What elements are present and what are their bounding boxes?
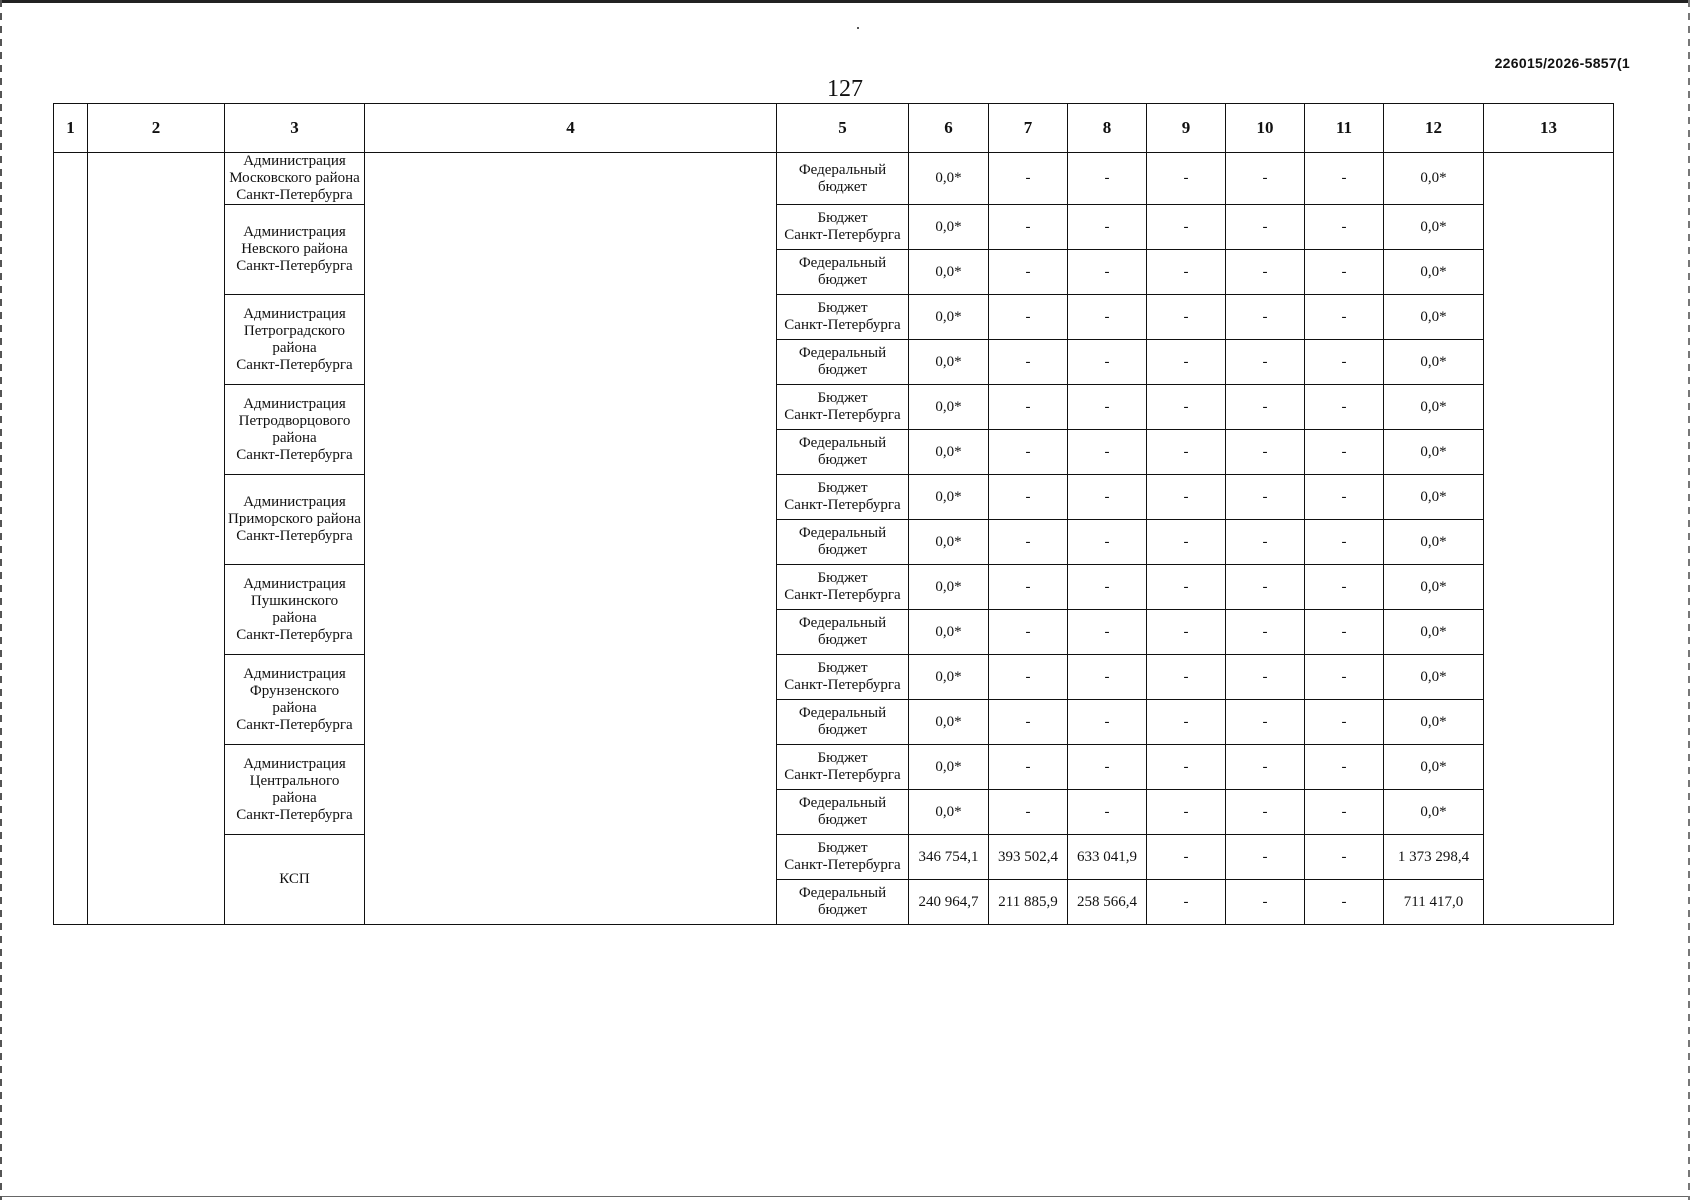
value-cell: - [1147,790,1226,835]
value-cell: - [1068,250,1147,295]
value-cell: - [1305,340,1384,385]
value-cell: - [989,205,1068,250]
value-cell: - [1147,745,1226,790]
value-cell: - [989,340,1068,385]
value-cell: - [1305,880,1384,925]
value-cell: 0,0* [909,205,989,250]
value-cell: - [1305,153,1384,205]
value-cell: 0,0* [1384,520,1484,565]
value-cell: 0,0* [1384,700,1484,745]
table-row [54,385,1614,430]
value-cell: - [1226,745,1305,790]
value-cell: - [1147,835,1226,880]
value-cell: - [1226,430,1305,475]
value-cell: - [1068,475,1147,520]
value-cell: - [1068,790,1147,835]
value-cell: - [1068,655,1147,700]
value-cell: 0,0* [1384,655,1484,700]
value-cell: - [1068,520,1147,565]
value-cell: 0,0* [909,655,989,700]
value-cell: - [1147,153,1226,205]
source-cell: Федеральный бюджет [777,520,909,565]
value-cell: 0,0* [1384,745,1484,790]
value-cell: 346 754,1 [909,835,989,880]
value-cell: - [1305,205,1384,250]
org-cell: Администрация Центрального района Санкт-Петербурга [225,745,365,835]
value-cell: 0,0* [909,520,989,565]
value-cell: - [1068,430,1147,475]
value-cell: 0,0* [1384,250,1484,295]
value-cell: 711 417,0 [1384,880,1484,925]
header-cell: 7 [989,104,1068,153]
value-cell: - [1147,295,1226,340]
source-cell: Бюджет Санкт-Петербурга [777,655,909,700]
source-cell: Бюджет Санкт-Петербурга [777,835,909,880]
value-cell: - [1147,655,1226,700]
value-cell: - [1305,790,1384,835]
value-cell: - [989,610,1068,655]
org-cell: Администрация Приморского района Санкт-Петербурга [225,475,365,565]
value-cell: - [1226,250,1305,295]
value-cell: - [1305,565,1384,610]
org-cell: Администрация Петродворцового района Санкт-Петербурга [225,385,365,475]
value-cell: - [1305,655,1384,700]
col4-cell [365,153,777,925]
table-row [54,835,1614,880]
source-cell: Федеральный бюджет [777,880,909,925]
value-cell: 0,0* [909,250,989,295]
value-cell: - [1068,153,1147,205]
header-row [54,104,1614,153]
source-cell: Федеральный бюджет [777,250,909,295]
scan-edge-bottom [0,1196,1690,1197]
scan-speck [857,27,859,29]
source-cell: Бюджет Санкт-Петербурга [777,565,909,610]
org-cell: Администрация Петроградского района Санкт-Петербурга [225,295,365,385]
value-cell: - [1147,340,1226,385]
header-cell: 6 [909,104,989,153]
value-cell: - [1305,745,1384,790]
value-cell: 0,0* [909,153,989,205]
value-cell: 0,0* [909,700,989,745]
value-cell: - [1147,610,1226,655]
value-cell: 211 885,9 [989,880,1068,925]
org-cell: Администрация Фрунзенского района Санкт-Петербурга [225,655,365,745]
value-cell: 1 373 298,4 [1384,835,1484,880]
value-cell: 0,0* [1384,475,1484,520]
table-row [54,475,1614,520]
table-row [54,745,1614,790]
header-cell: 9 [1147,104,1226,153]
value-cell: - [989,385,1068,430]
value-cell: - [1226,835,1305,880]
source-cell: Федеральный бюджет [777,790,909,835]
value-cell: - [1226,610,1305,655]
header-cell: 4 [365,104,777,153]
value-cell: - [1147,565,1226,610]
header-cell: 10 [1226,104,1305,153]
value-cell: - [1068,385,1147,430]
value-cell: - [989,655,1068,700]
value-cell: - [989,250,1068,295]
value-cell: - [1226,700,1305,745]
value-cell: - [989,153,1068,205]
value-cell: 0,0* [909,610,989,655]
value-cell: - [1147,700,1226,745]
table-row [54,153,1614,205]
value-cell: 0,0* [909,475,989,520]
value-cell: 0,0* [1384,205,1484,250]
value-cell: 0,0* [1384,153,1484,205]
value-cell: - [1068,565,1147,610]
value-cell: - [1068,700,1147,745]
value-cell: 0,0* [1384,385,1484,430]
header-cell: 13 [1484,104,1614,153]
header-cell: 1 [54,104,88,153]
org-cell: КСП [225,835,365,925]
budget-table [53,103,1614,925]
value-cell: - [1226,295,1305,340]
value-cell: - [989,790,1068,835]
value-cell: - [1226,880,1305,925]
source-cell: Бюджет Санкт-Петербурга [777,745,909,790]
value-cell: - [1147,430,1226,475]
value-cell: 0,0* [1384,610,1484,655]
value-cell: - [989,295,1068,340]
table-row [54,205,1614,250]
source-cell: Бюджет Санкт-Петербурга [777,295,909,340]
source-cell: Федеральный бюджет [777,610,909,655]
header-cell: 3 [225,104,365,153]
value-cell: 0,0* [909,295,989,340]
value-cell: - [1226,565,1305,610]
value-cell: - [1305,835,1384,880]
value-cell: 258 566,4 [1068,880,1147,925]
value-cell: - [1226,385,1305,430]
page-number: 127 [827,76,863,102]
org-cell: Администрация Пушкинского района Санкт-Петербурга [225,565,365,655]
value-cell: - [1068,340,1147,385]
value-cell: - [1068,610,1147,655]
value-cell: 0,0* [1384,340,1484,385]
value-cell: - [1068,745,1147,790]
value-cell: - [1068,295,1147,340]
value-cell: - [1305,295,1384,340]
value-cell: - [1147,250,1226,295]
org-cell: Администрация Невского района Санкт-Петербурга [225,205,365,295]
value-cell: 633 041,9 [1068,835,1147,880]
table-row [54,295,1614,340]
value-cell: - [989,520,1068,565]
value-cell: 240 964,7 [909,880,989,925]
value-cell: - [989,475,1068,520]
value-cell: - [1068,205,1147,250]
col1-cell [54,153,88,925]
value-cell: 0,0* [1384,565,1484,610]
value-cell: 0,0* [909,565,989,610]
value-cell: - [1226,475,1305,520]
header-cell: 12 [1384,104,1484,153]
value-cell: 0,0* [909,340,989,385]
col13-cell [1484,153,1614,925]
source-cell: Федеральный бюджет [777,430,909,475]
col2-cell [88,153,225,925]
source-cell: Бюджет Санкт-Петербурга [777,205,909,250]
value-cell: - [1305,385,1384,430]
value-cell: 0,0* [909,790,989,835]
org-cell: Администрация Московского района Санкт-Петербурга [225,153,365,205]
value-cell: - [1147,880,1226,925]
value-cell: - [989,700,1068,745]
table-row [54,565,1614,610]
table-row [54,655,1614,700]
document-id: 226015/2026-5857(1 [1494,55,1630,71]
value-cell: - [1226,655,1305,700]
value-cell: - [989,565,1068,610]
value-cell: 0,0* [1384,295,1484,340]
source-cell: Федеральный бюджет [777,700,909,745]
value-cell: - [989,745,1068,790]
value-cell: - [1305,520,1384,565]
value-cell: 0,0* [909,430,989,475]
value-cell: 0,0* [909,745,989,790]
value-cell: - [1305,475,1384,520]
value-cell: - [1147,205,1226,250]
value-cell: - [1305,610,1384,655]
scan-edge-left [0,0,2,1200]
value-cell: - [1147,385,1226,430]
value-cell: 0,0* [1384,430,1484,475]
value-cell: - [1226,153,1305,205]
source-cell: Федеральный бюджет [777,340,909,385]
source-cell: Федеральный бюджет [777,153,909,205]
value-cell: - [1305,700,1384,745]
source-cell: Бюджет Санкт-Петербурга [777,385,909,430]
scan-edge-top [0,0,1690,3]
value-cell: - [1226,790,1305,835]
value-cell: - [1305,430,1384,475]
header-cell: 11 [1305,104,1384,153]
header-cell: 5 [777,104,909,153]
value-cell: - [1226,520,1305,565]
value-cell: 393 502,4 [989,835,1068,880]
value-cell: 0,0* [1384,790,1484,835]
value-cell: - [1147,520,1226,565]
value-cell: - [1147,475,1226,520]
value-cell: - [1226,340,1305,385]
source-cell: Бюджет Санкт-Петербурга [777,475,909,520]
value-cell: - [1226,205,1305,250]
value-cell: 0,0* [909,385,989,430]
value-cell: - [989,430,1068,475]
header-cell: 2 [88,104,225,153]
header-cell: 8 [1068,104,1147,153]
value-cell: - [1305,250,1384,295]
